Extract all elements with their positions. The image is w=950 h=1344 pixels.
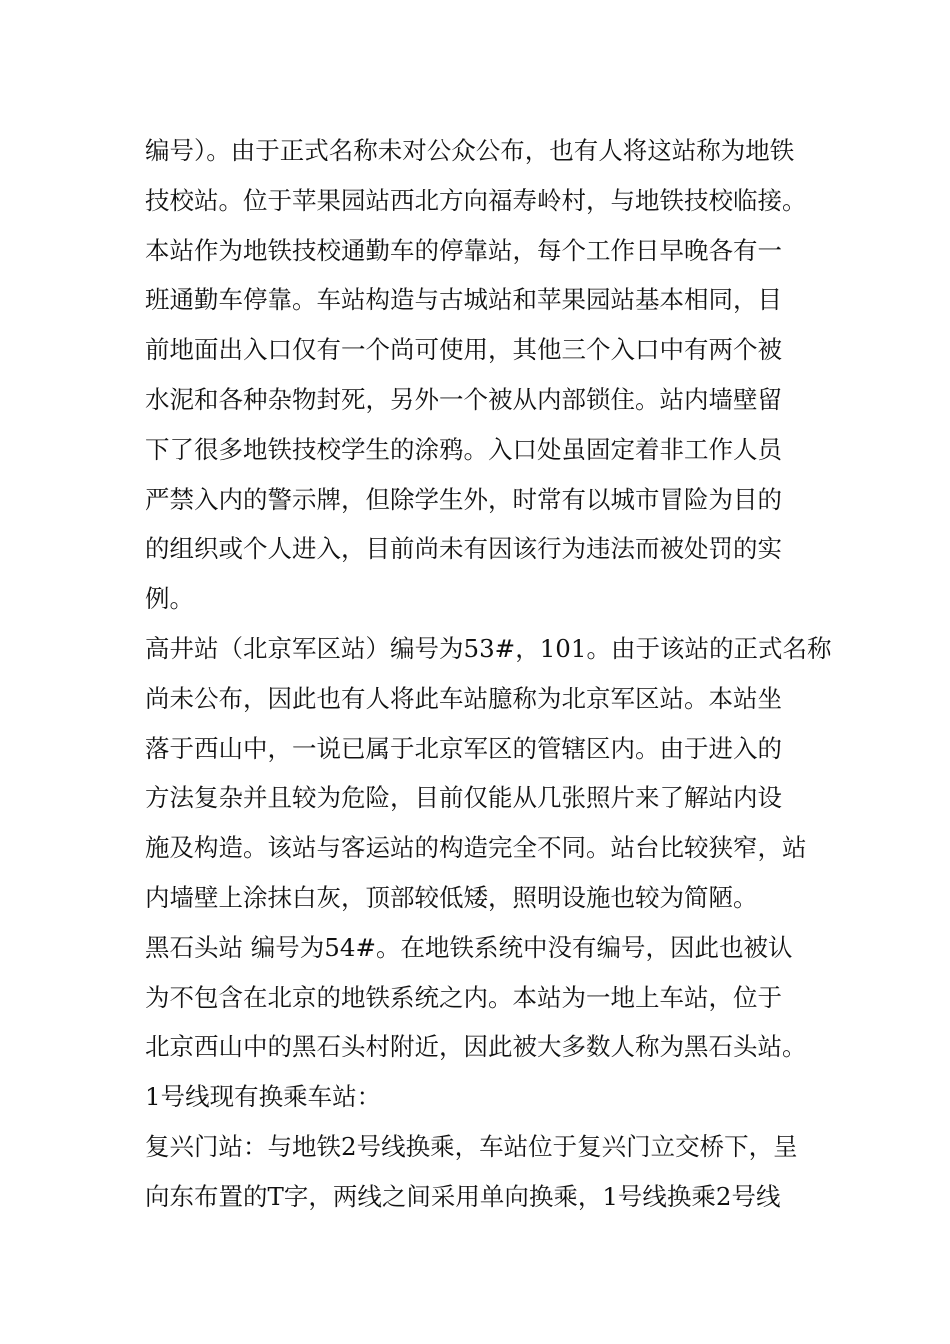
text-line: 班通勤车停靠。车站构造与古城站和苹果园站基本相同，目 — [145, 285, 782, 315]
text-line: 黑石头站 编号为54#。在地铁系统中没有编号，因此也被认 — [145, 932, 793, 962]
text-line: 北京西山中的黑石头村附近，因此被大多数人称为黑石头站。 — [145, 1032, 807, 1062]
text-line: 下了很多地铁技校学生的涂鸦。入口处虽固定着非工作人员 — [145, 434, 782, 464]
text-line: 为不包含在北京的地铁系统之内。本站为一地上车站，位于 — [145, 982, 782, 1012]
text-line: 方法复杂并且较为危险，目前仅能从几张照片来了解站内设 — [145, 783, 782, 813]
text-line: 尚未公布，因此也有人将此车站臆称为北京军区站。本站坐 — [145, 683, 782, 713]
text-line: 的组织或个人进入，目前尚未有因该行为违法而被处罚的实 — [145, 534, 782, 564]
text-line: 严禁入内的警示牌，但除学生外，时常有以城市冒险为目的 — [145, 484, 782, 514]
text-line: 前地面出入口仅有一个尚可使用，其他三个入口中有两个被 — [145, 335, 782, 365]
text-line: 技校站。位于苹果园站西北方向福寿岭村，与地铁技校临接。 — [145, 185, 807, 215]
text-line: 施及构造。该站与客运站的构造完全不同。站台比较狭窄，站 — [145, 833, 807, 863]
text-line: 内墙壁上涂抹白灰，顶部较低矮，照明设施也较为简陋。 — [145, 882, 758, 912]
text-line: 落于西山中，一说已属于北京军区的管辖区内。由于进入的 — [145, 733, 782, 763]
text-line: 高井站（北京军区站）编号为53#，101。由于该站的正式名称 — [145, 633, 832, 663]
text-line: 复兴门站：与地铁2号线换乘，车站位于复兴门立交桥下，呈 — [145, 1131, 798, 1161]
text-line: 1号线现有换乘车站： — [145, 1082, 382, 1112]
text-line: 例。 — [145, 584, 194, 614]
body-text — [145, 126, 832, 1222]
text-line: 向东布置的T字，两线之间采用单向换乘，1号线换乘2号线 — [145, 1181, 781, 1211]
text-line: 水泥和各种杂物封死，另外一个被从内部锁住。站内墙壁留 — [145, 384, 782, 414]
text-line: 本站作为地铁技校通勤车的停靠站，每个工作日早晚各有一 — [145, 235, 782, 265]
text-line: 编号）。由于正式名称未对公众公布，也有人将这站称为地铁 — [145, 136, 795, 165]
